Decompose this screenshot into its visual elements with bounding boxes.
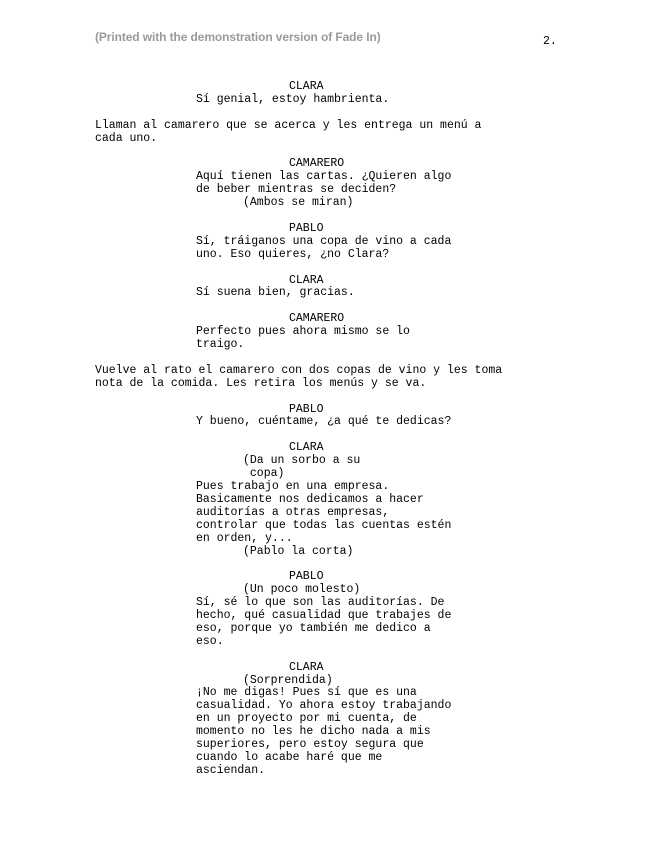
spacer xyxy=(0,210,655,223)
spacer xyxy=(0,352,655,365)
spacer xyxy=(0,391,655,404)
spacer xyxy=(0,107,655,120)
character-name: CLARA xyxy=(289,660,324,674)
parenthetical: (Ambos se miran) xyxy=(243,196,354,210)
character-name: CAMARERO xyxy=(289,157,345,171)
dialogue: Sí suena bien, gracias. xyxy=(196,286,355,300)
parenthetical: (Pablo la corta) xyxy=(243,544,354,558)
dialogue: Sí, sé lo que son las auditorías. De hecho, qué casualidad que trabajes de eso, porque yo también me dedico a eso. xyxy=(196,596,452,648)
character-name: CLARA xyxy=(289,80,324,93)
dialogue: Sí, tráiganos una copa de vino a cada uno. Eso quieres, ¿no Clara? xyxy=(196,234,452,261)
dialogue: Perfecto pues ahora mismo se lo traigo. xyxy=(196,325,410,352)
parenthetical: (Da un sorbo a su copa) xyxy=(243,454,361,481)
spacer xyxy=(0,558,655,571)
dialogue: Y bueno, cuéntame, ¿a qué te dedicas? xyxy=(196,415,452,429)
character-name: CLARA xyxy=(289,273,324,287)
dialogue: Pues trabajo en una empresa. Basicamente nos dedicamos a hacer auditorías a otras empresas, controlar que todas las cuentas estén en orden, y... xyxy=(196,479,452,545)
character-name: CAMARERO xyxy=(289,312,345,326)
screenplay-body xyxy=(0,81,655,778)
character-name: PABLO xyxy=(289,221,324,235)
spacer xyxy=(0,262,655,275)
dialogue: Aquí tienen las cartas. ¿Quieren algo de beber mientras se deciden? xyxy=(196,170,452,197)
character-name: PABLO xyxy=(289,402,324,416)
dialogue: ¡No me digas! Pues sí que es una casualidad. Yo ahora estoy trabajando en un proyecto por mi cuenta, de momento no les he dicho nada a mis superiores, pero estoy segura que cuando lo acabe haré que me asciendan. xyxy=(196,686,452,777)
action-line: Llaman al camarero que se acerca y les entrega un menú a cada uno. xyxy=(95,118,482,145)
character-name: PABLO xyxy=(289,570,324,584)
character-name: CLARA xyxy=(289,441,324,455)
spacer xyxy=(0,649,655,662)
spacer xyxy=(0,429,655,442)
parenthetical: (Un poco molesto) xyxy=(243,583,361,597)
dialogue: Sí genial, estoy hambrienta. xyxy=(196,92,390,106)
page-number: 2. xyxy=(543,35,557,48)
action-line: Vuelve al rato el camarero con dos copas de vino y les toma nota de la comida. Les retira los menús y se va. xyxy=(95,363,503,390)
parenthetical: (Sorprendida) xyxy=(243,673,333,687)
demo-watermark: (Printed with the demonstration version of Fade In) xyxy=(95,30,381,44)
